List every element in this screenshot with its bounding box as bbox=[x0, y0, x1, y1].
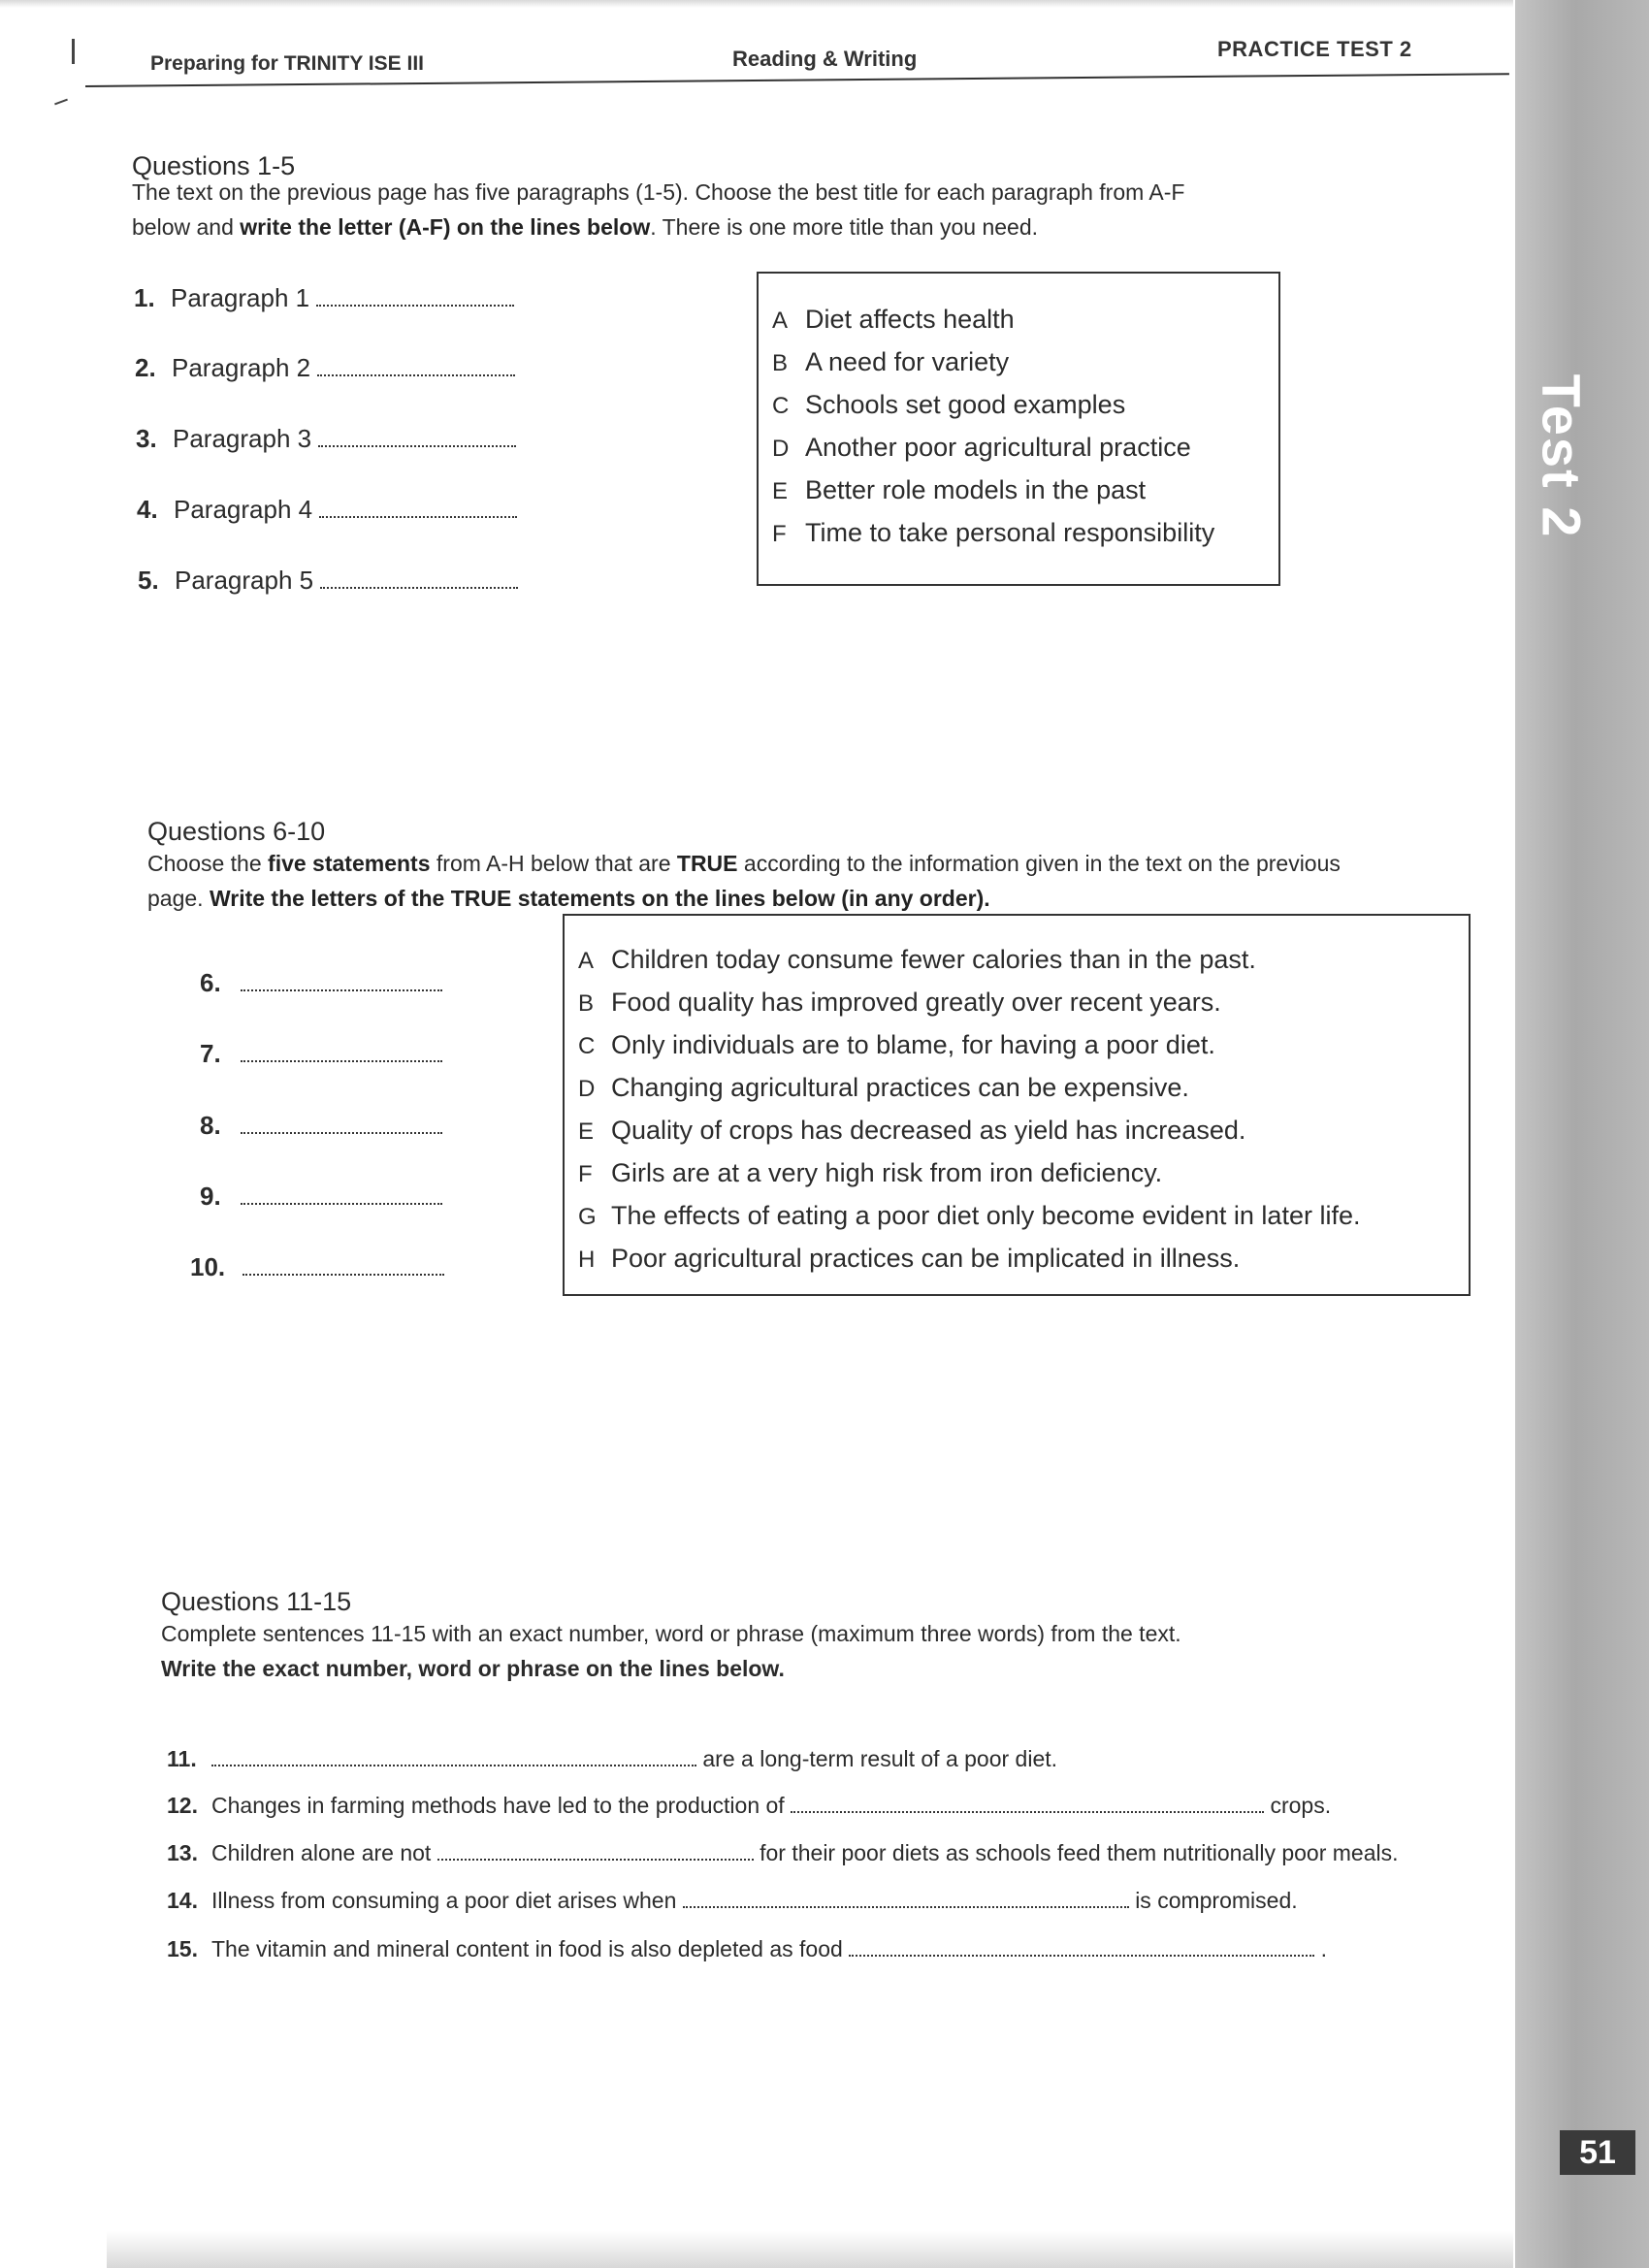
instruction-line: Complete sentences 11-15 with an exact number, word or phrase (maximum three words) from the text. bbox=[161, 1621, 1181, 1646]
section-2-instructions bbox=[147, 846, 1515, 916]
header-section: Reading & Writing bbox=[732, 47, 918, 71]
margin-mark bbox=[72, 39, 75, 64]
page-bottom-shadow bbox=[107, 2231, 1513, 2268]
statement-e: E Quality of crops has decreased as yield has increased. bbox=[578, 1116, 1246, 1145]
section-1-title: Questions 1-5 bbox=[132, 151, 296, 180]
sentence-13[interactable]: 13. Children alone are not for their poor diets as schools feed them nutritionally poor meals. bbox=[167, 1840, 1399, 1865]
titles-box bbox=[757, 272, 1280, 586]
page-top-edge bbox=[0, 0, 1513, 8]
statement-a: A Children today consume fewer calories than in the past. bbox=[578, 945, 1256, 974]
option-e: E Better role models in the past bbox=[772, 475, 1147, 504]
instruction-line: Write the exact number, word or phrase on the lines below. bbox=[161, 1656, 785, 1681]
answer-line-7[interactable]: 7. bbox=[200, 1039, 442, 1069]
section-3-title: Questions 11-15 bbox=[161, 1587, 352, 1616]
section-3-instructions bbox=[161, 1616, 1509, 1686]
side-strip bbox=[1515, 0, 1649, 2268]
instruction-line: below and write the letter (A-F) on the lines below. There is one more title than you need. bbox=[132, 214, 1038, 240]
answer-line-3[interactable]: 3. Paragraph 3 bbox=[136, 424, 516, 454]
margin-mark bbox=[54, 99, 68, 106]
option-f: F Time to take personal responsibility bbox=[772, 518, 1215, 547]
option-d: D Another poor agricultural practice bbox=[772, 433, 1191, 462]
statement-c: C Only individuals are to blame, for having a poor diet. bbox=[578, 1030, 1215, 1059]
statement-b: B Food quality has improved greatly over recent years. bbox=[578, 988, 1221, 1017]
section-2-title: Questions 6-10 bbox=[147, 817, 326, 846]
answer-line-8[interactable]: 8. bbox=[200, 1111, 442, 1141]
answer-line-5[interactable]: 5. Paragraph 5 bbox=[138, 566, 518, 596]
section-1-instructions bbox=[132, 175, 1335, 244]
option-c: C Schools set good examples bbox=[772, 390, 1126, 419]
option-b: B A need for variety bbox=[772, 347, 1010, 376]
statement-g: G The effects of eating a poor diet only become evident in later life. bbox=[578, 1201, 1361, 1230]
page-number: 51 bbox=[1560, 2130, 1635, 2175]
sentence-14[interactable]: 14. Illness from consuming a poor diet arises when is compromised. bbox=[167, 1888, 1298, 1913]
instruction-line: Choose the five statements from A-H below that are TRUE according to the information given in the text on the previous bbox=[147, 851, 1341, 876]
answer-line-9[interactable]: 9. bbox=[200, 1182, 442, 1212]
answer-line-1[interactable]: 1. Paragraph 1 bbox=[134, 283, 514, 313]
answer-line-2[interactable]: 2. Paragraph 2 bbox=[135, 353, 515, 383]
instruction-line: The text on the previous page has five paragraphs (1-5). Choose the best title for each paragraph from A-F bbox=[132, 179, 1185, 205]
side-tab bbox=[1513, 349, 1610, 563]
option-a: A Diet affects health bbox=[772, 305, 1015, 334]
statements-box bbox=[563, 914, 1471, 1296]
answer-line-6[interactable]: 6. bbox=[200, 968, 442, 998]
header-test-label: PRACTICE TEST 2 bbox=[1217, 37, 1412, 61]
sentence-12[interactable]: 12. Changes in farming methods have led to the production of crops. bbox=[167, 1793, 1332, 1818]
side-tab-label: Test 2 bbox=[1531, 373, 1593, 538]
sentence-15[interactable]: 15. The vitamin and mineral content in food is also depleted as food . bbox=[167, 1936, 1327, 1961]
answer-line-10[interactable]: 10. bbox=[190, 1252, 444, 1282]
instruction-line: page. Write the letters of the TRUE statements on the lines below (in any order). bbox=[147, 886, 990, 911]
statement-f: F Girls are at a very high risk from iron deficiency. bbox=[578, 1158, 1163, 1187]
answer-line-4[interactable]: 4. Paragraph 4 bbox=[137, 495, 517, 525]
statement-d: D Changing agricultural practices can be expensive. bbox=[578, 1073, 1189, 1102]
sentence-11[interactable]: 11. are a long-term result of a poor diet. bbox=[167, 1746, 1058, 1771]
header-book-title: Preparing for TRINITY ISE III bbox=[150, 52, 424, 75]
statement-h: H Poor agricultural practices can be implicated in illness. bbox=[578, 1244, 1241, 1273]
